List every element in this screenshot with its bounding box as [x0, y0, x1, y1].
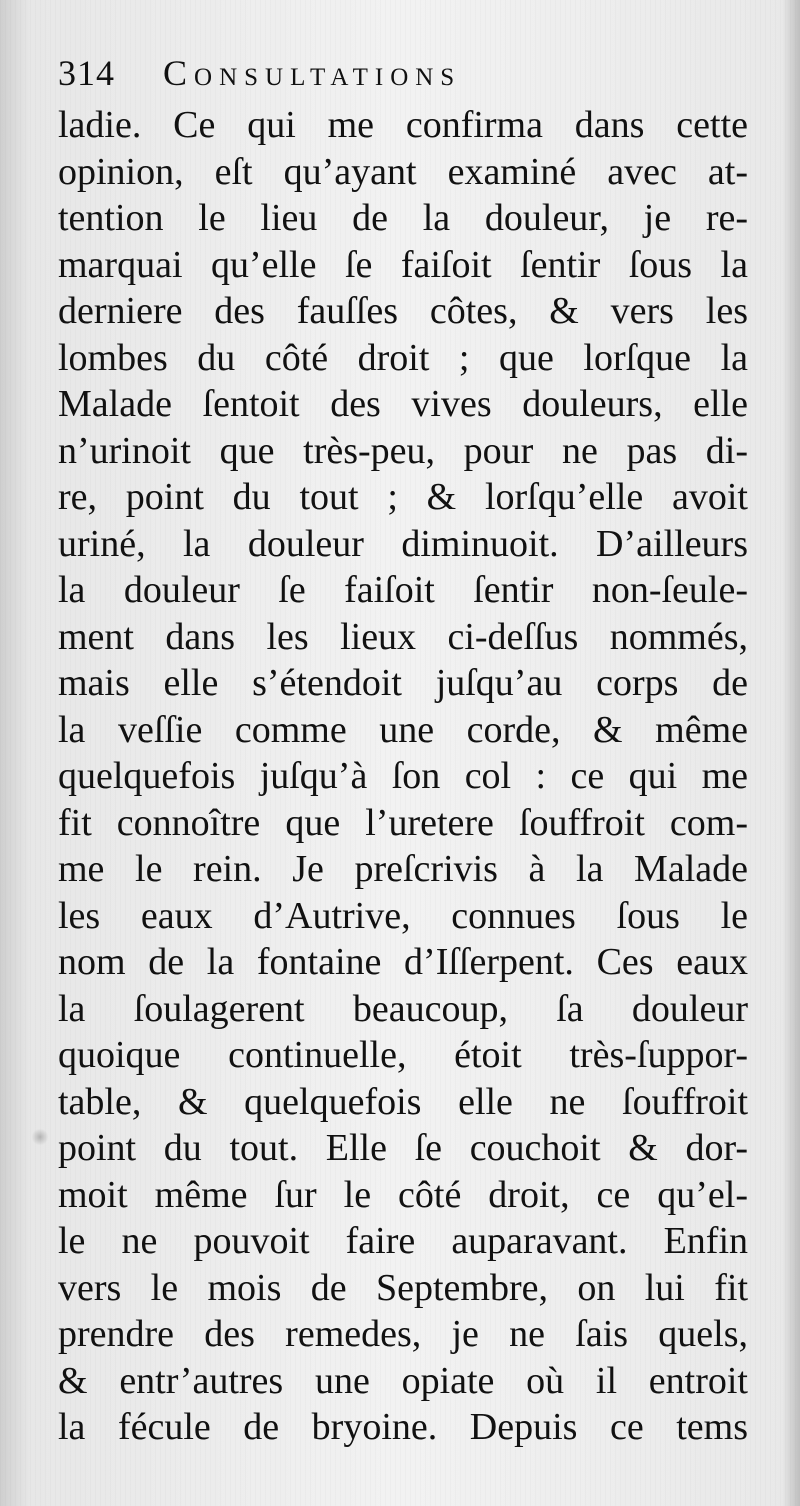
text-line: Malade ſentoit des vives douleurs, elle — [58, 383, 748, 425]
running-head: Consultations — [163, 53, 462, 93]
text-line: marquai qu’elle ſe faiſoit ſentir ſous la — [58, 243, 748, 286]
text-line: point du tout. Elle ſe couchoit & dor- — [58, 1127, 748, 1169]
text-line: derniere des fauſſes côtes, & vers les — [58, 290, 748, 332]
ink-blot — [32, 1128, 48, 1146]
text-line: lombes du côté droit ; que lorſque la — [58, 336, 748, 379]
text-line: n’urinoit que très-peu, pour ne pas di- — [58, 429, 748, 472]
text-line: nom de la fontaine d’Iſſerpent. Ces eaux — [58, 941, 748, 983]
text-line: la douleur ſe faiſoit ſentir non-ſeule- — [58, 569, 748, 611]
text-line: quelquefois juſqu’à ſon col : ce qui me — [58, 755, 748, 797]
page-number: 314 — [58, 53, 115, 93]
text-line: ladie. Ce qui me confirma dans cette — [58, 104, 748, 146]
text-line: mais elle s’étendoit juſqu’au corps de — [58, 662, 748, 704]
text-line: opinion, eſt qu’ayant examiné avec at- — [58, 150, 748, 193]
text-line: prendre des remedes, je ne ſais quels, — [58, 1313, 748, 1355]
page-edge-shadow — [782, 0, 800, 1506]
text-line: la veſſie comme une corde, & même — [58, 708, 748, 751]
text-line: vers le mois de Septembre, on lui fit — [58, 1266, 748, 1309]
text-line: re, point du tout ; & lorſqu’elle avoit — [58, 476, 748, 518]
text-line: la ſoulagerent beaucoup, ſa douleur — [58, 987, 748, 1030]
page-header — [58, 52, 461, 104]
text-line: & entr’autres une opiate où il entroit — [58, 1359, 748, 1402]
text-line: fit connoître que l’uretere ſouffroit com- — [58, 801, 748, 844]
text-line: uriné, la douleur diminuoit. D’ailleurs — [58, 522, 748, 565]
text-line: le ne pouvoit faire auparavant. Enfin — [58, 1220, 748, 1262]
text-line: tention le lieu de la douleur, je re- — [58, 197, 748, 239]
text-line: moit même ſur le côté droit, ce qu’el- — [58, 1173, 748, 1216]
body-text — [58, 102, 748, 1451]
gutter-shadow — [0, 0, 30, 1506]
text-line: les eaux d’Autrive, connues ſous le — [58, 894, 748, 937]
text-line: me le rein. Je preſcrivis à la Malade — [58, 848, 748, 890]
text-line: la fécule de bryoine. Depuis ce tems — [58, 1406, 748, 1448]
text-line: quoique continuelle, étoit très-ſuppor- — [58, 1034, 748, 1076]
text-line: table, & quelquefois elle ne ſouffroit — [58, 1080, 748, 1123]
text-line: ment dans les lieux ci-deſſus nommés, — [58, 615, 748, 658]
